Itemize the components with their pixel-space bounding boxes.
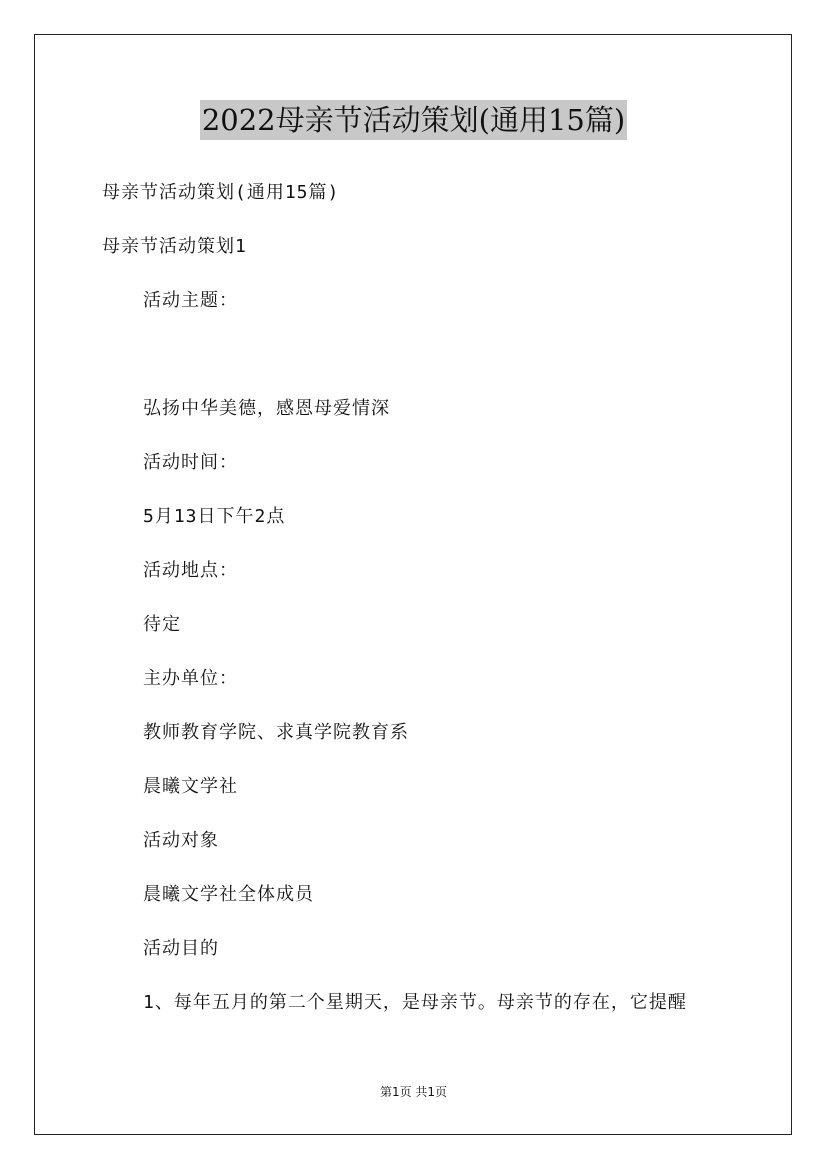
paragraph-organizer-value-2: 晨曦文学社 [143, 776, 238, 797]
page-number-footer: 第1页 共1页 [379, 1085, 448, 1099]
title-container [0, 100, 827, 140]
paragraph-location-label: 活动地点： [143, 560, 238, 581]
paragraph-organizer-value: 教师教育学院、求真学院教育系 [143, 722, 409, 743]
paragraph-location-value: 待定 [143, 614, 181, 635]
section-heading: 母亲节活动策划1 [102, 236, 247, 257]
paragraph-time-label: 活动时间： [143, 452, 238, 473]
paragraph-purpose-text: 1、每年五月的第二个星期天，是母亲节。母亲节的存在，它提醒 [143, 992, 687, 1013]
paragraph-audience-label: 活动对象 [143, 830, 219, 851]
paragraph-audience-value: 晨曦文学社全体成员 [143, 884, 314, 905]
paragraph-organizer-label: 主办单位： [143, 668, 238, 689]
paragraph-purpose-label: 活动目的 [143, 938, 219, 959]
paragraph-time-value: 5月13日下午2点 [143, 506, 286, 527]
document-title: 2022母亲节活动策划(通用15篇) [200, 100, 627, 140]
paragraph-theme-value: 弘扬中华美德，感恩母爱情深 [143, 398, 390, 419]
document-subtitle: 母亲节活动策划(通用15篇) [102, 182, 340, 203]
paragraph-theme-label: 活动主题： [143, 290, 238, 311]
